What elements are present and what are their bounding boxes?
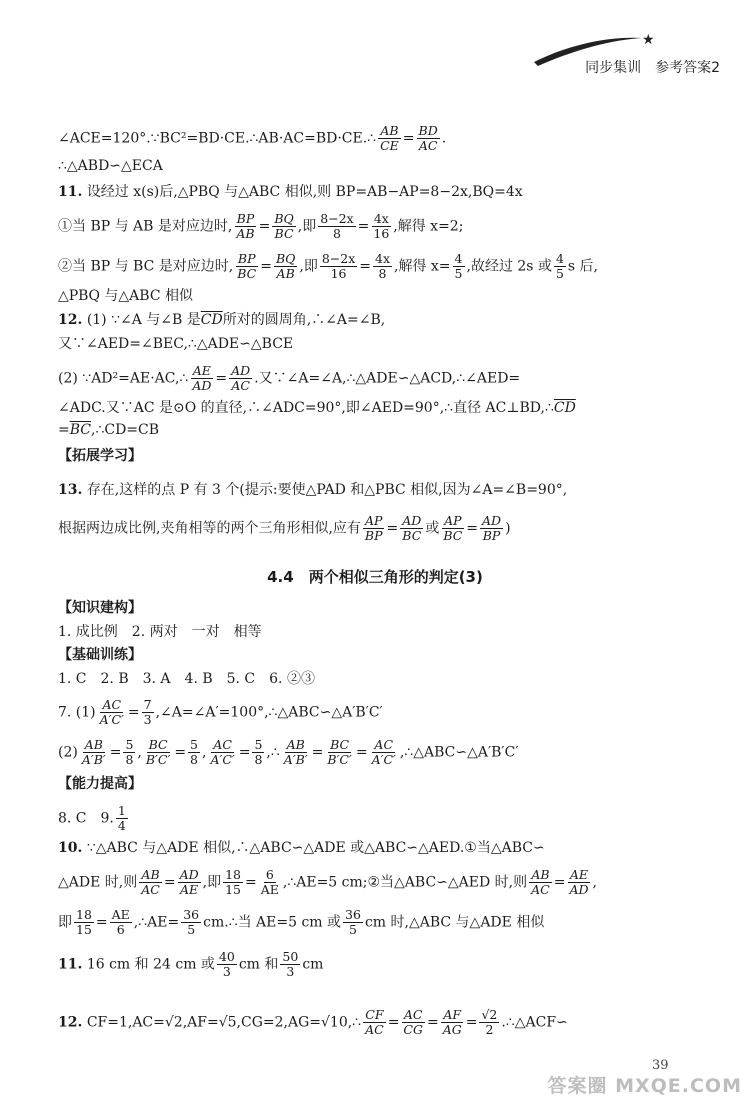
answer-line: ∴△ABD∽△ECA bbox=[58, 158, 163, 174]
question-13: 13. 存在,这样的点 P 有 3 个(提示:要使△PAD 和△PBC 相似,因为∠A=∠B=90°, bbox=[58, 482, 568, 498]
svg-text:★: ★ bbox=[642, 32, 655, 48]
section-title: 4.4 两个相似三角形的判定(3) bbox=[267, 568, 483, 586]
answer-line: ①当 BP 与 AB 是对应边时, $\frac{BP}{AB}$ = $\frac{BQ}{BC}$ ,即 $\frac{8-2x}{8}$ = $\frac{4x}{16}$ ,解得 x=2; bbox=[58, 211, 464, 241]
answer-line: 8. C 9. $\frac{1}{4}$ bbox=[58, 803, 126, 833]
answer-line: (2) $\frac{AB}{A'B'}$ = $\frac{5}{8}$ , $\frac{BC}{B'C'}$ = $\frac{5}{8}$ , $\frac{AC}{A'C'}$ = $\frac{5}{8}$ ,∴ $\frac{AB}{A'B'}$ = $\frac{BC}{B'C'}$ = $\frac{AC}{A'C'}$ ,∴△ABC∽△A′B′C′ bbox=[58, 737, 519, 767]
answer-line: 1. C 2. B 3. A 4. B 5. C 6. ②③ bbox=[58, 671, 315, 687]
header-title: 同步集训 参考答案2 bbox=[585, 60, 720, 76]
section-heading: 【拓展学习】 bbox=[58, 448, 142, 464]
answer-line: ②当 BP 与 BC 是对应边时, $\frac{BP}{BC}$ = $\frac{BQ}{AB}$ ,即 $\frac{8-2x}{16}$ = $\frac{4x}{8}$ ,解得 x= $\frac{4}{5}$ ,故经过 2s 或 $\frac{4}{5}$ s 后, bbox=[58, 251, 598, 281]
section-heading: 【能力提高】 bbox=[58, 776, 142, 792]
section-heading: 【基础训练】 bbox=[58, 647, 142, 663]
answer-line: ∠ADC.又∵AC 是⊙O 的直径,∴∠ADC=90°,即∠AED=90°,∴直径 $AC\perp BD,\therefore\overline{CD}$ bbox=[58, 400, 576, 416]
answer-line: 7. (1) $\frac{AC}{A'C'}$ = $\frac{7}{3}$ ,∠A=∠A′=100°,∴△ABC∽△A′B′C′ bbox=[58, 697, 383, 727]
question-11b: 11. 16 cm 和 24 cm 或 $\frac{40}{3}$ cm 和 $\frac{50}{3}$ cm bbox=[58, 949, 324, 979]
answer-line: 1. 成比例 2. 两对 一对 相等 bbox=[58, 624, 262, 640]
section-heading: 【知识建构】 bbox=[58, 600, 142, 616]
answer-line: 又∵∠AED=∠BEC,∴△ADE∽△BCE bbox=[58, 336, 294, 352]
answer-line: 根据两边成比例,夹角相等的两个三角形相似,应有 $\frac{AP}{BP}$ = $\frac{AD}{BC}$ 或 $\frac{AP}{BC}$ = $\frac{AD}{BP}$ ) bbox=[58, 513, 511, 543]
page-number: 39 bbox=[652, 1058, 669, 1073]
question-12: 12. (1) ∵∠A 与∠B 是$\overline{CD}$所对的圆周角,∴∠A=∠B, bbox=[58, 312, 386, 328]
watermark: 答案圈 MXQE.COM bbox=[547, 1075, 742, 1097]
question-11: 11. 设经过 x(s)后,△PBQ 与△ABC 相似,则 BP=AB−AP=8−2x,BQ=4x bbox=[58, 184, 523, 200]
answer-line: (2) ∵AD²=AE·AC,∴ $\frac{AE}{AD}$ = $\frac{AD}{AC}$ .又∵∠A=∠A,∴△ADE∽△ACD,∴∠AED= bbox=[58, 363, 521, 393]
answer-line: △PBQ 与△ABC 相似 bbox=[58, 288, 193, 304]
answer-line: 即 $\frac{18}{15}$ = $\frac{AE}{6}$ ,∴AE= $\frac{36}{5}$ cm.∴当 AE=5 cm 或 $\frac{36}{5}$ cm 时,△ABC 与△ADE 相似 bbox=[58, 907, 545, 937]
answer-line: $=\overline{BC},\therefore CD=CB$ bbox=[58, 422, 160, 438]
question-10: 10. ∵△ABC 与△ADE 相似,∴△ABC∽△ADE 或△ABC∽△AED.①当△ABC∽ bbox=[58, 840, 545, 856]
answer-line: △ADE 时,则 $\frac{AB}{AC}$ = $\frac{AD}{AE}$ ,即 $\frac{18}{15}$ = $\frac{6}{AE}$ ,∴AE=5 cm;②当△ABC∽△AED 时,则 $\frac{AB}{AC}$ = $\frac{AE}{AD}$ , bbox=[58, 867, 597, 897]
answer-line: ∠ACE=120°.∵BC²=BD·CE.∴AB·AC=BD·CE.∴ $\frac{AB}{CE}$ = $\frac{BD}{AC}$ . bbox=[58, 123, 447, 153]
question-12b: 12. CF=1,AC=√2,AF=√5,CG=2,AG=√10,∴ $\frac{CF}{AC}$ = $\frac{AC}{CG}$ = $\frac{AF}{AG}$ = $\frac{√2}{2}$ .∴△ACF∽ bbox=[58, 1007, 568, 1037]
